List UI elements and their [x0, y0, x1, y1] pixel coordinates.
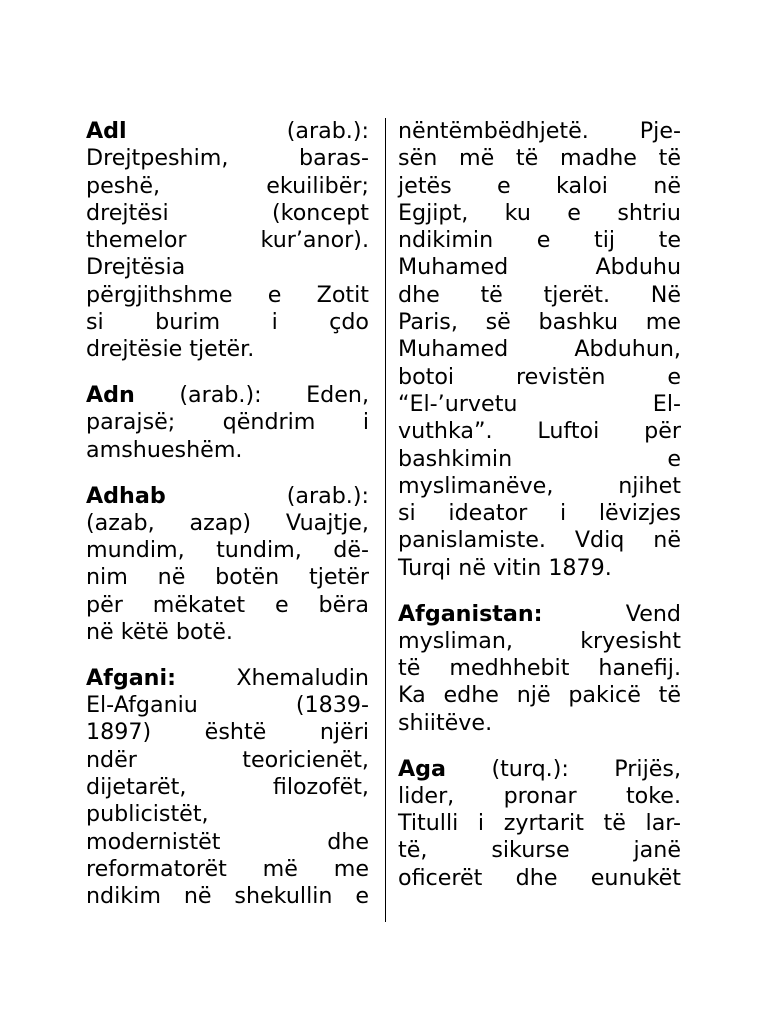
entry-text: Xhemaludin: [175, 664, 369, 691]
entry-line: drejtësie tjetër.: [86, 336, 255, 363]
entry-line: për mëkatet e bëra: [86, 591, 369, 618]
entry-text: (arab.):: [165, 482, 369, 509]
entry-line: Turqi në vitin 1879.: [398, 554, 612, 581]
entry-line: [86, 118, 369, 145]
entry-line: lider, pronar toke.: [398, 782, 681, 809]
entry-text: (arab.):: [126, 118, 369, 144]
entry-line: Paris, së bashku me: [398, 309, 681, 336]
entry-term: Adhab: [86, 482, 166, 509]
entry-line: [398, 601, 681, 628]
column-divider: [385, 118, 386, 922]
entry-term: Adn: [86, 382, 135, 409]
entry-line: shiitëve.: [398, 709, 493, 736]
entry-line: përgjithshme e Zotit: [86, 281, 369, 308]
entry-line: ndikim në shekullin e: [86, 883, 369, 910]
entry-text: Vend: [542, 600, 681, 627]
entry-line: dijetarët, filozofët,: [86, 774, 369, 801]
entry-line: botoi revistën e: [398, 363, 681, 390]
entry-line: oficerët dhe eunukët: [398, 864, 681, 891]
entry-text: (turq.): Prijës,: [446, 755, 681, 782]
entry-line: nim në botën tjetër: [86, 564, 369, 591]
entry-line: ndër teoricienët,: [86, 746, 369, 773]
dictionary-entry: [398, 756, 681, 892]
entry-line: themelor kur’anor).: [86, 227, 369, 254]
entry-line: të medhhebit hanefij.: [398, 655, 681, 682]
entry-line: Egjipt, ku e shtriu: [398, 199, 681, 226]
entry-line: të, sikurse janë: [398, 837, 681, 864]
entry-line: (azab, azap) Vuajtje,: [86, 509, 369, 536]
entry-line: [86, 382, 369, 409]
entry-line: Muhamed Abduhu: [398, 254, 681, 281]
entry-term: Adl: [86, 118, 127, 144]
entry-term: Afgani:: [86, 664, 176, 691]
entry-line: si ideator i lëvizjes: [398, 500, 681, 527]
entry-line: modernistët dhe: [86, 828, 369, 855]
entry-line: sën më të madhe të: [398, 145, 681, 172]
entry-line: Drejtësia: [86, 254, 186, 281]
entry-line: parajsë; qëndrim i: [86, 409, 369, 436]
dictionary-entry: [86, 483, 369, 647]
entry-line: bashkimin e: [398, 445, 681, 472]
entry-line: nëntëmbëdhjetë. Pje-: [398, 118, 681, 144]
entry-text: (arab.): Eden,: [134, 382, 369, 409]
entry-line: Drejtpeshim, baras-: [86, 145, 369, 172]
entry-term: Aga: [398, 755, 447, 782]
left-column: [86, 118, 369, 929]
entry-line: mundim, tundim, dë-: [86, 537, 369, 564]
entry-line: “El-’urvetu El-: [398, 390, 681, 417]
entry-line: peshë, ekuilibër;: [86, 172, 369, 199]
right-column: [398, 118, 681, 911]
dictionary-entry: [398, 118, 681, 582]
entry-line: në këtë botë.: [86, 619, 233, 646]
entry-line: drejtësi (koncept: [86, 199, 369, 226]
entry-line: El-Afganiu (1839-: [86, 692, 369, 719]
dictionary-entry: [86, 382, 369, 464]
entry-line: amshueshëm.: [86, 436, 243, 463]
entry-line: 1897) është njëri: [86, 719, 369, 746]
entry-line: reformatorët më me: [86, 855, 369, 882]
dictionary-entry: [86, 665, 369, 911]
entry-term: Afganistan:: [398, 600, 543, 627]
entry-line: ndikimin e tij te: [398, 227, 681, 254]
entry-line: jetës e kaloi në: [398, 172, 681, 199]
entry-line: Muhamed Abduhun,: [398, 336, 681, 363]
entry-line: Ka edhe një pakicë të: [398, 682, 681, 709]
entry-line: mysliman, kryesisht: [398, 627, 681, 654]
entry-line: [398, 756, 681, 783]
entry-line: Titulli i zyrtarit të lar-: [398, 810, 681, 837]
dictionary-entry: [398, 601, 681, 737]
entry-line: si burim i çdo: [86, 309, 369, 336]
dictionary-entry: [86, 118, 369, 364]
entry-line: myslimanëve, njihet: [398, 472, 681, 499]
entry-line: [86, 665, 369, 692]
entry-line: [86, 483, 369, 510]
entry-line: vuthka”. Luftoi për: [398, 418, 681, 445]
entry-line: panislamiste. Vdiq në: [398, 527, 681, 554]
entry-line: dhe të tjerët. Në: [398, 281, 681, 308]
entry-line: publicistët,: [86, 801, 209, 828]
